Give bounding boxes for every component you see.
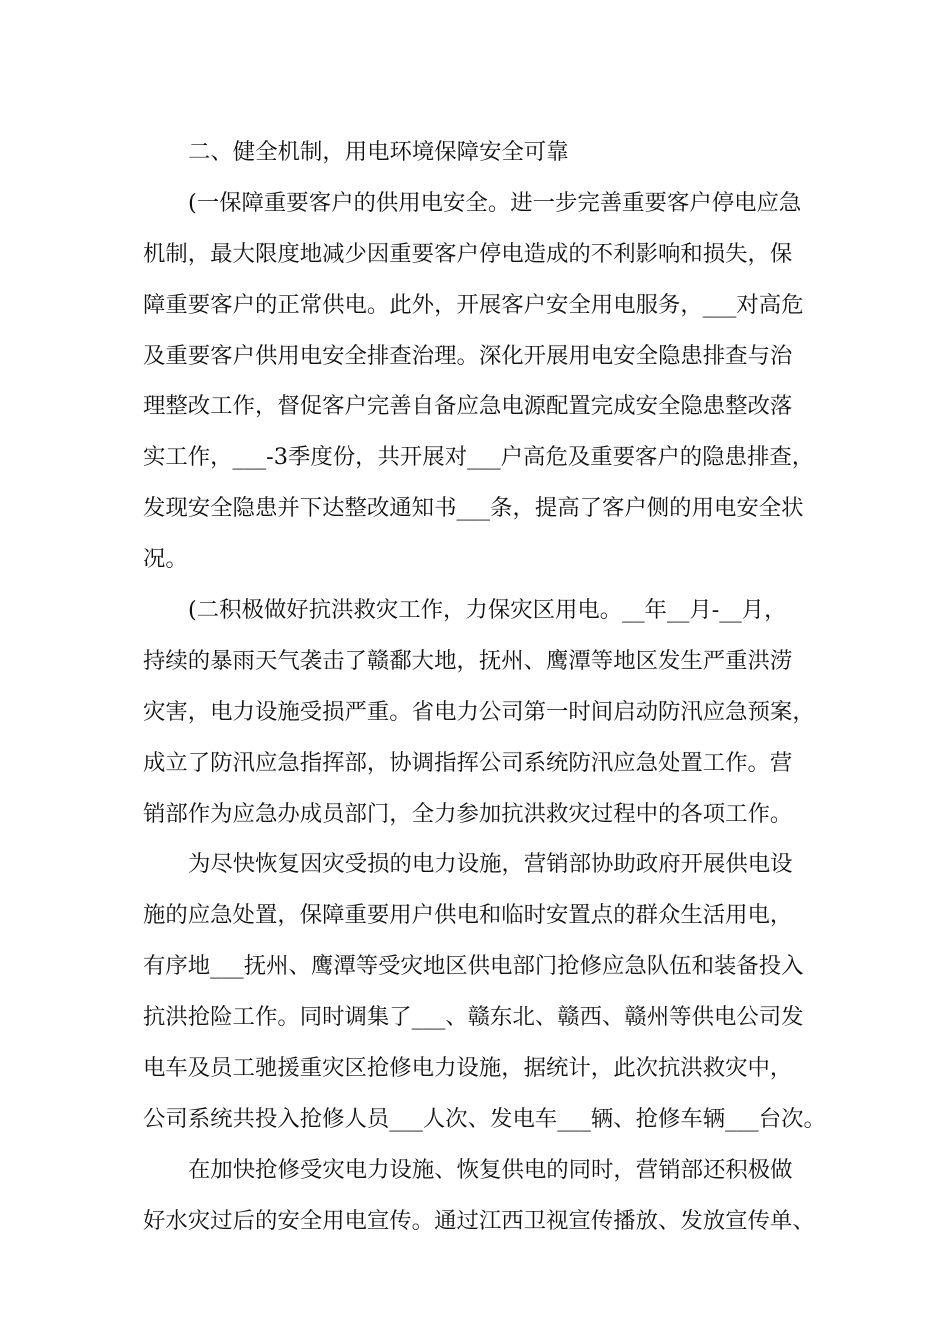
paragraph-line: 好水灾过后的安全用电宣传。通过江西卫视宣传播放、发放宣传单、 <box>143 1207 815 1234</box>
paragraph-line: 施的应急处置，保障重要用户供电和临时安置点的群众生活用电， <box>143 902 793 929</box>
paragraph-line: (一保障重要客户的供用电安全。进一步完善重要客户停电应急 <box>188 189 802 216</box>
paragraph-line: 障重要客户的正常供电。此外，开展客户安全用电服务，___对高危 <box>143 291 804 318</box>
paragraph-line: 灾害，电力设施受损严重。省电力公司第一时间启动防汛应急预案， <box>143 698 815 725</box>
paragraph-line: 机制，最大限度地减少因重要客户停电造成的不利影响和损失，保 <box>143 240 793 267</box>
paragraph-line: 为尽快恢复因灾受损的电力设施，营销部协助政府开展供电设 <box>188 851 793 878</box>
section-heading: 二、健全机制，用电环境保障安全可靠 <box>188 139 569 165</box>
paragraph-line: 况。 <box>143 546 188 573</box>
paragraph-line: 理整改工作，督促客户完善自备应急电源配置完成安全隐患整改落 <box>143 393 793 420</box>
paragraph-line: 电车及员工驰援重灾区抢修电力设施，据统计，此次抗洪救灾中， <box>143 1055 793 1082</box>
paragraph-line: 及重要客户供用电安全排查治理。深化开展用电安全隐患排查与治 <box>143 342 793 369</box>
paragraph-line: 实工作，___-3季度份，共开展对___户高危及重要客户的隐患排查， <box>143 444 815 471</box>
paragraph-line: 持续的暴雨天气袭击了赣鄱大地，抚州、鹰潭等地区发生严重洪涝 <box>143 647 793 674</box>
paragraph-line: 发现安全隐患并下达整改通知书___条，提高了客户侧的用电安全状 <box>143 495 804 522</box>
document-body <box>143 127 826 1247</box>
paragraph-line: 有序地___抚州、鹰潭等受灾地区供电部门抢修应急队伍和装备投入 <box>143 953 804 980</box>
paragraph-line: 公司系统共投入抢修人员___人次、发电车___辆、抢修车辆___台次。 <box>143 1105 826 1132</box>
paragraph-line: 在加快抢修受灾电力设施、恢复供电的同时，营销部还积极做 <box>188 1156 793 1183</box>
paragraph-line: 销部作为应急办成员部门，全力参加抗洪救灾过程中的各项工作。 <box>143 800 793 827</box>
paragraph-line: 成立了防汛应急指挥部，协调指挥公司系统防汛应急处置工作。营 <box>143 749 793 776</box>
paragraph-line: 抗洪抢险工作。同时调集了___、赣东北、赣西、赣州等供电公司发 <box>143 1004 804 1031</box>
paragraph-line: (二积极做好抗洪救灾工作，力保灾区用电。__年__月-__月， <box>188 597 787 624</box>
